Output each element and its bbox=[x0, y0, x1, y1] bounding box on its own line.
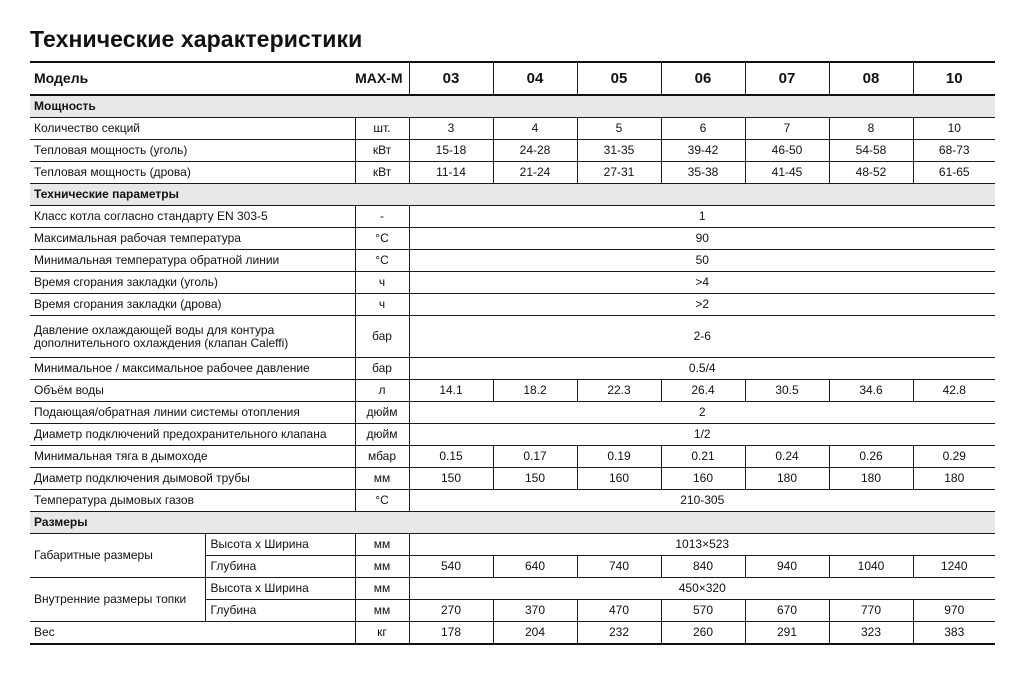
row-value: 0.26 bbox=[829, 446, 913, 468]
row-water_volume bbox=[30, 380, 995, 402]
row-label-line: Давление охлаждающей воды для контура bbox=[34, 322, 275, 337]
row-value: 470 bbox=[577, 600, 661, 622]
model-03: 03 bbox=[409, 62, 493, 95]
row-value: 34.6 bbox=[829, 380, 913, 402]
row-value: 540 bbox=[409, 556, 493, 578]
row-value: 61-65 bbox=[913, 162, 995, 184]
row-label: Класс котла согласно стандарту EN 303-5 bbox=[30, 206, 355, 228]
row-value: 160 bbox=[661, 468, 745, 490]
row-value: 1040 bbox=[829, 556, 913, 578]
row-sublabel: Глубина bbox=[205, 556, 355, 578]
model-07: 07 bbox=[745, 62, 829, 95]
row-value: >4 bbox=[409, 272, 995, 294]
row-value: 35-38 bbox=[661, 162, 745, 184]
row-label: Диаметр подключений предохранительного клапана bbox=[30, 424, 355, 446]
row-value: 10 bbox=[913, 118, 995, 140]
row-value: 48-52 bbox=[829, 162, 913, 184]
row-unit: °C bbox=[355, 250, 409, 272]
row-power_coal bbox=[30, 140, 995, 162]
row-burn_wood bbox=[30, 294, 995, 316]
row-value: 2 bbox=[409, 402, 995, 424]
row-value: 0.15 bbox=[409, 446, 493, 468]
row-unit: кг bbox=[355, 622, 409, 645]
row-value: 210-305 bbox=[409, 490, 995, 512]
row-unit: кВт bbox=[355, 140, 409, 162]
row-value: 0.21 bbox=[661, 446, 745, 468]
row-value: 14.1 bbox=[409, 380, 493, 402]
row-label: Тепловая мощность (дрова) bbox=[30, 162, 355, 184]
row-unit: кВт bbox=[355, 162, 409, 184]
section-row-dimensions bbox=[30, 512, 995, 534]
row-unit: мм bbox=[355, 534, 409, 556]
row-value: 260 bbox=[661, 622, 745, 645]
model-10: 10 bbox=[913, 62, 995, 95]
row-unit: бар bbox=[355, 316, 409, 358]
row-value: 940 bbox=[745, 556, 829, 578]
row-cooling_pressure bbox=[30, 316, 995, 358]
row-value: 22.3 bbox=[577, 380, 661, 402]
row-power_wood bbox=[30, 162, 995, 184]
section-row-power bbox=[30, 95, 995, 118]
row-label: Минимальная температура обратной линии bbox=[30, 250, 355, 272]
row-flue_temp bbox=[30, 490, 995, 512]
row-value: 370 bbox=[493, 600, 577, 622]
row-work_pressure bbox=[30, 358, 995, 380]
model-05: 05 bbox=[577, 62, 661, 95]
row-value: 31-35 bbox=[577, 140, 661, 162]
row-max_temp bbox=[30, 228, 995, 250]
row-value: 54-58 bbox=[829, 140, 913, 162]
row-label: Подающая/обратная линии системы отопления bbox=[30, 402, 355, 424]
row-value: 11-14 bbox=[409, 162, 493, 184]
row-flue_diameter bbox=[30, 468, 995, 490]
row-boiler_class bbox=[30, 206, 995, 228]
row-unit: °C bbox=[355, 490, 409, 512]
row-unit: бар bbox=[355, 358, 409, 380]
row-supply_return bbox=[30, 402, 995, 424]
row-value: 46-50 bbox=[745, 140, 829, 162]
row-value: 21-24 bbox=[493, 162, 577, 184]
row-value: 232 bbox=[577, 622, 661, 645]
row-value: 15-18 bbox=[409, 140, 493, 162]
row-unit: мм bbox=[355, 556, 409, 578]
row-value: 7 bbox=[745, 118, 829, 140]
row-value: 1013×523 bbox=[409, 534, 995, 556]
row-unit: мбар bbox=[355, 446, 409, 468]
row-unit: °C bbox=[355, 228, 409, 250]
row-value: 1240 bbox=[913, 556, 995, 578]
row-label: Объём воды bbox=[30, 380, 355, 402]
row-sections_count bbox=[30, 118, 995, 140]
row-value: 42.8 bbox=[913, 380, 995, 402]
spec-table-body bbox=[30, 62, 995, 644]
row-value: 1/2 bbox=[409, 424, 995, 446]
row-label: Время сгорания закладки (дрова) bbox=[30, 294, 355, 316]
row-sublabel: Высота х Ширина bbox=[205, 534, 355, 556]
page-title: Технические характеристики bbox=[30, 26, 363, 52]
row-unit: л bbox=[355, 380, 409, 402]
section-title: Размеры bbox=[30, 512, 995, 534]
row-value: 450×320 bbox=[409, 578, 995, 600]
row-overall-hw bbox=[30, 534, 995, 556]
row-firebox-hw bbox=[30, 578, 995, 600]
row-label: Время сгорания закладки (уголь) bbox=[30, 272, 355, 294]
row-value: 5 bbox=[577, 118, 661, 140]
row-value: 30.5 bbox=[745, 380, 829, 402]
row-value: 383 bbox=[913, 622, 995, 645]
row-label: Минимальное / максимальное рабочее давление bbox=[30, 358, 355, 380]
section-title: Мощность bbox=[30, 95, 995, 118]
row-value: 150 bbox=[493, 468, 577, 490]
row-min_return_temp bbox=[30, 250, 995, 272]
row-value: 90 bbox=[409, 228, 995, 250]
row-value: 0.17 bbox=[493, 446, 577, 468]
row-value: 0.5/4 bbox=[409, 358, 995, 380]
row-value: 39-42 bbox=[661, 140, 745, 162]
row-value: 670 bbox=[745, 600, 829, 622]
row-unit: мм bbox=[355, 578, 409, 600]
row-value: 26.4 bbox=[661, 380, 745, 402]
row-sublabel: Глубина bbox=[205, 600, 355, 622]
row-value: 770 bbox=[829, 600, 913, 622]
row-label: Количество секций bbox=[30, 118, 355, 140]
row-label-line: дополнительного охлаждения (клапан Caleffi) bbox=[34, 335, 289, 350]
row-value: 180 bbox=[829, 468, 913, 490]
row-unit: ч bbox=[355, 294, 409, 316]
row-value: 2-6 bbox=[409, 316, 995, 358]
row-burn_coal bbox=[30, 272, 995, 294]
row-label: Вес bbox=[30, 622, 355, 645]
spec-table bbox=[30, 61, 995, 645]
row-value: 50 bbox=[409, 250, 995, 272]
row-unit: мм bbox=[355, 600, 409, 622]
row-value: 41-45 bbox=[745, 162, 829, 184]
row-label: Внутренние размеры топки bbox=[30, 578, 205, 622]
row-value: 323 bbox=[829, 622, 913, 645]
row-value: 18.2 bbox=[493, 380, 577, 402]
row-unit: дюйм bbox=[355, 402, 409, 424]
row-value: 3 bbox=[409, 118, 493, 140]
row-value: 270 bbox=[409, 600, 493, 622]
row-unit: ч bbox=[355, 272, 409, 294]
model-label: Модель bbox=[30, 62, 205, 95]
section-title: Технические параметры bbox=[30, 184, 995, 206]
row-value: 4 bbox=[493, 118, 577, 140]
row-label: Габаритные размеры bbox=[30, 534, 205, 578]
row-label: Минимальная тяга в дымоходе bbox=[30, 446, 355, 468]
series-label: MAX-M bbox=[205, 62, 409, 95]
row-value: 840 bbox=[661, 556, 745, 578]
row-value: 180 bbox=[745, 468, 829, 490]
row-value: 8 bbox=[829, 118, 913, 140]
row-value: 68-73 bbox=[913, 140, 995, 162]
section-row-technical bbox=[30, 184, 995, 206]
row-label: Диаметр подключения дымовой трубы bbox=[30, 468, 355, 490]
row-value: 0.29 bbox=[913, 446, 995, 468]
row-value: 640 bbox=[493, 556, 577, 578]
row-value: 970 bbox=[913, 600, 995, 622]
row-safety_valve bbox=[30, 424, 995, 446]
row-unit: шт. bbox=[355, 118, 409, 140]
row-value: 570 bbox=[661, 600, 745, 622]
row-value: 24-28 bbox=[493, 140, 577, 162]
row-value: 0.19 bbox=[577, 446, 661, 468]
row-sublabel: Высота х Ширина bbox=[205, 578, 355, 600]
row-value: 160 bbox=[577, 468, 661, 490]
row-unit: дюйм bbox=[355, 424, 409, 446]
row-unit: мм bbox=[355, 468, 409, 490]
row-unit: - bbox=[355, 206, 409, 228]
model-08: 08 bbox=[829, 62, 913, 95]
row-label: Максимальная рабочая температура bbox=[30, 228, 355, 250]
model-04: 04 bbox=[493, 62, 577, 95]
row-value: 291 bbox=[745, 622, 829, 645]
row-label bbox=[30, 316, 355, 358]
row-value: 180 bbox=[913, 468, 995, 490]
row-value: 178 bbox=[409, 622, 493, 645]
row-value: >2 bbox=[409, 294, 995, 316]
row-value: 150 bbox=[409, 468, 493, 490]
row-value: 204 bbox=[493, 622, 577, 645]
row-label: Тепловая мощность (уголь) bbox=[30, 140, 355, 162]
header-row bbox=[30, 62, 995, 95]
row-weight bbox=[30, 622, 995, 645]
row-value: 1 bbox=[409, 206, 995, 228]
row-value: 740 bbox=[577, 556, 661, 578]
row-min_draft bbox=[30, 446, 995, 468]
row-value: 0.24 bbox=[745, 446, 829, 468]
row-value: 6 bbox=[661, 118, 745, 140]
model-06: 06 bbox=[661, 62, 745, 95]
row-label: Температура дымовых газов bbox=[30, 490, 355, 512]
row-value: 27-31 bbox=[577, 162, 661, 184]
